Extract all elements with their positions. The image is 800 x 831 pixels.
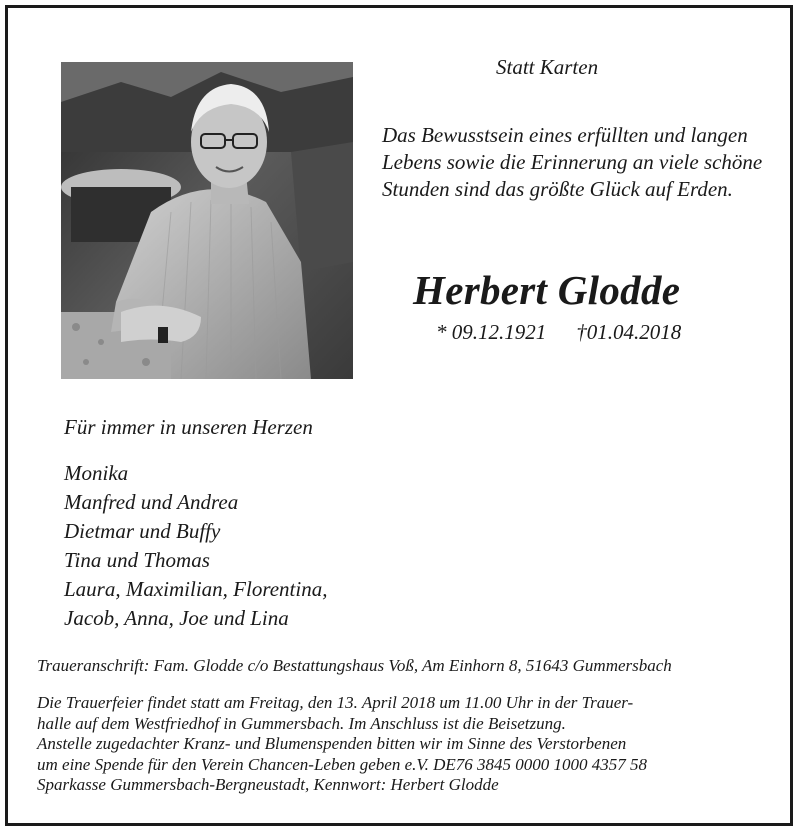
mourner-line: Laura, Maximilian, Florentina, bbox=[64, 577, 328, 601]
quote-line: Stunden sind das größte Glück auf Erden. bbox=[382, 177, 733, 201]
header-statt-karten: Statt Karten bbox=[496, 55, 599, 79]
ceremony-line: Sparkasse Gummersbach-Bergneustadt, Kennwort: Herbert Glodde bbox=[37, 775, 499, 794]
quote-line: Das Bewusstsein eines erfüllten und langen bbox=[382, 123, 748, 147]
motto: Für immer in unseren Herzen bbox=[64, 415, 313, 439]
mourner-line: Manfred und Andrea bbox=[64, 490, 239, 514]
memorial-quote bbox=[382, 122, 782, 203]
mourner-line: Jacob, Anna, Joe und Lina bbox=[64, 606, 289, 630]
ceremony-line: Die Trauerfeier findet statt am Freitag, den 13. April 2018 um 11.00 Uhr in der Trauer- bbox=[37, 693, 634, 712]
ceremony-line: Anstelle zugedachter Kranz- und Blumenspenden bitten wir im Sinne des Verstorbenen bbox=[37, 734, 627, 753]
mourner-line: Dietmar und Buffy bbox=[64, 519, 221, 543]
quote-line: Lebens sowie die Erinnerung an viele schöne bbox=[382, 150, 763, 174]
life-dates bbox=[436, 320, 681, 345]
obituary-notice bbox=[5, 5, 793, 826]
ceremony-info bbox=[37, 693, 647, 796]
mourning-address: Traueranschrift: Fam. Glodde c/o Bestattungshaus Voß, Am Einhorn 8, 51643 Gummersbach bbox=[37, 656, 672, 675]
birth-date: * 09.12.1921 bbox=[436, 320, 547, 344]
death-date: †01.04.2018 bbox=[576, 320, 682, 344]
ceremony-line: halle auf dem Westfriedhof in Gummersbach. Im Anschluss ist die Beisetzung. bbox=[37, 713, 566, 733]
deceased-name: Herbert Glodde bbox=[413, 267, 681, 313]
portrait-photo bbox=[61, 62, 353, 379]
ceremony-line: um eine Spende für den Verein Chancen-Leben geben e.V. DE76 3845 0000 1000 4357 58 bbox=[37, 754, 647, 774]
mourners-list bbox=[64, 459, 327, 633]
mourner-line: Tina und Thomas bbox=[64, 548, 210, 572]
mourner-line: Monika bbox=[64, 461, 129, 485]
